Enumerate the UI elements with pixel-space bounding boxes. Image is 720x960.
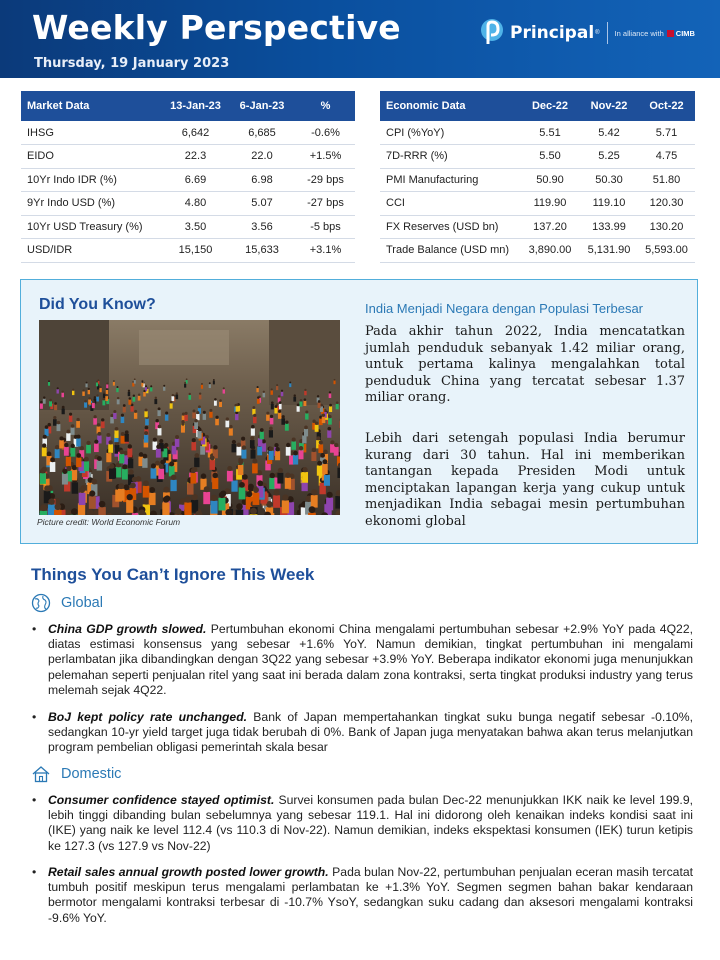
row-label: 10Yr Indo IDR (%) bbox=[21, 168, 163, 192]
bullet-body: Pada bulan Nov-22, pertumbuhan penjualan eceran masih tercatat tumbuh positif meskipun terus mengalami perlambatan ke +1.3% YoY. Segmen segmen bahan bakar kendaraan bermotor mengalami kontraksi terbesar di -10.7% YsoY, sedangkan suku cadang dan aksesori mengalami kontraksi -9.6% YoY. bbox=[48, 865, 693, 925]
global-label: Global bbox=[61, 595, 103, 611]
bullet-text bbox=[48, 865, 693, 926]
economic-data-table bbox=[380, 91, 695, 263]
table-row bbox=[380, 239, 695, 263]
table-cell: -0.6% bbox=[296, 121, 355, 145]
crowd-photo-image bbox=[39, 320, 340, 515]
bullet-lead: China GDP growth slowed. bbox=[48, 622, 207, 636]
did-you-know-box bbox=[20, 279, 698, 544]
column-header: 6-Jan-23 bbox=[228, 91, 296, 121]
section-heading: Things You Can’t Ignore This Week bbox=[31, 565, 315, 584]
table-cell: 4.80 bbox=[163, 192, 228, 216]
principal-logo-icon bbox=[480, 18, 504, 48]
table-cell: 22.0 bbox=[228, 145, 296, 169]
publication-date: Thursday, 19 January 2023 bbox=[34, 56, 230, 71]
table-row bbox=[380, 168, 695, 192]
table-cell: 15,150 bbox=[163, 239, 228, 263]
table-row bbox=[21, 145, 355, 169]
column-header: Market Data bbox=[21, 91, 163, 121]
partner-logo bbox=[667, 29, 695, 38]
table-row bbox=[380, 121, 695, 145]
table-cell: 3,890.00 bbox=[520, 239, 580, 263]
table-row bbox=[21, 192, 355, 216]
table-cell: 5.25 bbox=[580, 145, 638, 169]
news-bullet bbox=[32, 622, 693, 698]
row-label: CCI bbox=[380, 192, 520, 216]
did-you-know-subtitle: India Menjadi Negara dengan Populasi Terbesar bbox=[365, 301, 644, 316]
table-cell: 137.20 bbox=[520, 215, 580, 239]
brand-registered-mark: ® bbox=[595, 30, 600, 36]
row-label: IHSG bbox=[21, 121, 163, 145]
alliance-text: In alliance with bbox=[614, 28, 664, 38]
row-label: EIDO bbox=[21, 145, 163, 169]
table-cell: 5.71 bbox=[638, 121, 695, 145]
row-label: USD/IDR bbox=[21, 239, 163, 263]
table-cell: 5,131.90 bbox=[580, 239, 638, 263]
bullet-lead: Retail sales annual growth posted lower growth. bbox=[48, 865, 329, 879]
bullet-lead: Consumer confidence stayed optimist. bbox=[48, 793, 275, 807]
did-you-know-paragraph: Lebih dari setengah populasi India berumur kurang dari 30 tahun. Hal ini memberikan tantangan kepada Presiden Modi untuk menciptakan lapangan kerja yang cukup untuk menjadikan India sebagai mesin pertumbuhan ekonomi global bbox=[365, 431, 685, 529]
table-cell: 22.3 bbox=[163, 145, 228, 169]
table-cell: 3.50 bbox=[163, 215, 228, 239]
table-row bbox=[21, 239, 355, 263]
bullet-dot: • bbox=[32, 865, 37, 879]
table-header-row bbox=[380, 91, 695, 121]
global-subheading bbox=[31, 593, 103, 613]
row-label: 7D-RRR (%) bbox=[380, 145, 520, 169]
header-banner bbox=[0, 0, 720, 78]
cimb-mark-icon bbox=[667, 30, 674, 37]
bullet-body: Pertumbuhan ekonomi China mengalami pertumbuhan sebesar +2.9% YoY pada 4Q22, diatas estimasi konsensus yang sebesar +1.6% YoY. Namun demikian, tingkat pertumbuhan ini mengalami perlambatan jika dibandingkan dengan 3Q22 yang sebesar +3.9% YoY. Beberapa indikator ekonomi juga menunjukkan pelemahan seperti penjualan ritel yang saat ini berada dalam zona kontraksi, serta tingkat produksi industry yang terus melemah sejak 4Q22. bbox=[48, 622, 693, 697]
column-header: % bbox=[296, 91, 355, 121]
bullet-body: Survei konsumen pada bulan Dec-22 menunjukkan IKK naik ke level 199.9, lebih tinggi dibanding bulan sebelumnya yang sebesar 119.1. Hal ini didorong oleh kenaikan indeks kondisi saat ini (IKE) yang naik ke level 112.4 (vs 110.3 di Nov-22). Namun demikian, indeks ekspektasi konsumen (IEK) turun ketipis ke 127.3 (vs 127.9 vs Nov-22) bbox=[48, 793, 693, 853]
row-label: Trade Balance (USD mn) bbox=[380, 239, 520, 263]
brand-name: Principal bbox=[510, 23, 595, 43]
bullet-text bbox=[48, 793, 693, 854]
table-row bbox=[21, 121, 355, 145]
table-cell: +3.1% bbox=[296, 239, 355, 263]
row-label: CPI (%YoY) bbox=[380, 121, 520, 145]
row-label: PMI Manufacturing bbox=[380, 168, 520, 192]
row-label: FX Reserves (USD bn) bbox=[380, 215, 520, 239]
table-cell: 120.30 bbox=[638, 192, 695, 216]
news-bullet bbox=[32, 793, 693, 854]
table-cell: 5.50 bbox=[520, 145, 580, 169]
brand-divider bbox=[607, 22, 608, 44]
column-header: Dec-22 bbox=[520, 91, 580, 121]
bullet-body: Bank of Japan mempertahankan tingkat suku bunga negatif sebesar -0.10%, sedangkan 10-yr yield target juga tidak berubah di 0%. Bank of Japan juga menyatakan bahwa akan terus melanjutkan program pembelian obligasi pemerintah skala besar bbox=[48, 710, 694, 755]
row-label: 10Yr USD Treasury (%) bbox=[21, 215, 163, 239]
bullet-dot: • bbox=[32, 710, 37, 724]
table-row bbox=[380, 192, 695, 216]
did-you-know-heading: Did You Know? bbox=[39, 296, 156, 313]
table-cell: 130.20 bbox=[638, 215, 695, 239]
partner-name: CIMB bbox=[675, 28, 695, 38]
news-bullet bbox=[32, 865, 693, 926]
domestic-label: Domestic bbox=[61, 766, 122, 782]
table-cell: 5,593.00 bbox=[638, 239, 695, 263]
table-cell: 6.98 bbox=[228, 168, 296, 192]
column-header: Oct-22 bbox=[638, 91, 695, 121]
table-header-row bbox=[21, 91, 355, 121]
globe-icon bbox=[31, 593, 51, 613]
table-row bbox=[380, 145, 695, 169]
bullet-dot: • bbox=[32, 793, 37, 807]
table-row bbox=[21, 215, 355, 239]
table-row bbox=[21, 168, 355, 192]
news-bullet bbox=[32, 710, 693, 756]
table-cell: 50.30 bbox=[580, 168, 638, 192]
table-cell: 119.10 bbox=[580, 192, 638, 216]
table-cell: 5.51 bbox=[520, 121, 580, 145]
table-cell: 133.99 bbox=[580, 215, 638, 239]
table-cell: 51.80 bbox=[638, 168, 695, 192]
table-cell: 50.90 bbox=[520, 168, 580, 192]
row-label: 9Yr Indo USD (%) bbox=[21, 192, 163, 216]
table-cell: 6.69 bbox=[163, 168, 228, 192]
table-cell: 6,642 bbox=[163, 121, 228, 145]
table-cell: -5 bps bbox=[296, 215, 355, 239]
house-icon bbox=[31, 764, 51, 784]
column-header: 13-Jan-23 bbox=[163, 91, 228, 121]
table-cell: 119.90 bbox=[520, 192, 580, 216]
bullet-text bbox=[48, 710, 693, 756]
table-cell: 4.75 bbox=[638, 145, 695, 169]
photo-credit: Picture credit: World Economic Forum bbox=[37, 517, 181, 527]
column-header: Nov-22 bbox=[580, 91, 638, 121]
table-cell: 3.56 bbox=[228, 215, 296, 239]
table-cell: +1.5% bbox=[296, 145, 355, 169]
table-cell: 5.07 bbox=[228, 192, 296, 216]
column-header: Economic Data bbox=[380, 91, 520, 121]
page-title: Weekly Perspective bbox=[32, 8, 401, 47]
bullet-dot: • bbox=[32, 622, 37, 636]
table-cell: 6,685 bbox=[228, 121, 296, 145]
brand-logo bbox=[480, 16, 695, 50]
table-cell: -29 bps bbox=[296, 168, 355, 192]
crowd-photo bbox=[39, 320, 340, 515]
bullet-text bbox=[48, 622, 693, 698]
domestic-subheading bbox=[31, 764, 121, 784]
did-you-know-paragraph: Pada akhir tahun 2022, India mencatatkan jumlah penduduk sebanyak 1.42 miliar orang, untuk pertama kalinya mengalahkan total penduduk China yang tercatat sebesar 1.37 miliar orang. bbox=[365, 324, 685, 405]
table-row bbox=[380, 215, 695, 239]
table-cell: 5.42 bbox=[580, 121, 638, 145]
table-cell: -27 bps bbox=[296, 192, 355, 216]
table-cell: 15,633 bbox=[228, 239, 296, 263]
market-data-table bbox=[21, 91, 355, 263]
bullet-lead: BoJ kept policy rate unchanged. bbox=[48, 710, 248, 724]
